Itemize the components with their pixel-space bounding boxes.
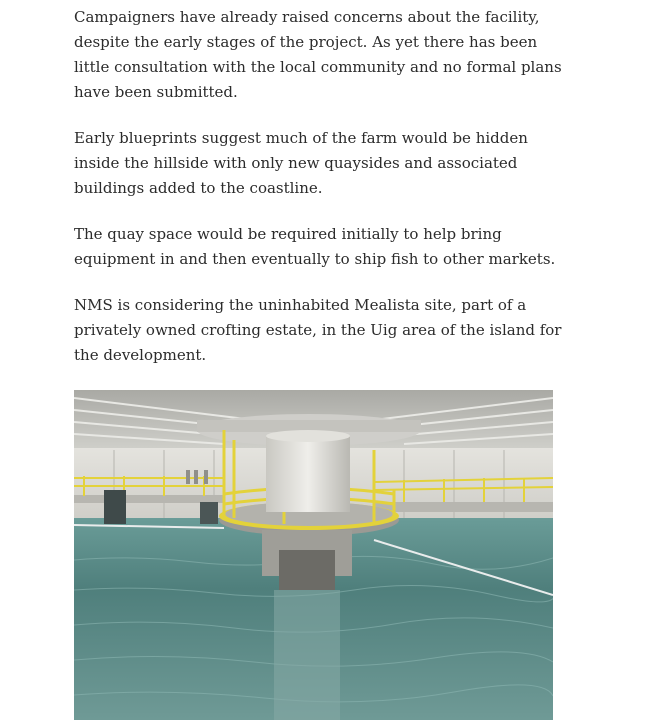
article-paragraph: The quay space would be required initially to help bring equipment in and then eventually to ship fish to other markets. xyxy=(74,225,556,268)
article-paragraph: Campaigners have already raised concerns about the facility, despite the early stages of the project. As yet there has been little consultation with the local community and no formal plans have been submitted. xyxy=(74,8,562,101)
fish-farm-illustration xyxy=(74,390,553,720)
right-walkway xyxy=(374,502,553,512)
article-body xyxy=(74,5,564,389)
central-pillar xyxy=(266,436,350,512)
pillar-reflection xyxy=(274,590,340,720)
article-paragraph: NMS is considering the uninhabited Mealista site, part of a privately owned crofting estate, in the Uig area of the island for the development. xyxy=(74,296,562,364)
machinery xyxy=(104,490,126,524)
left-walkway xyxy=(74,495,224,503)
people-figures xyxy=(186,470,208,484)
article-paragraph: Early blueprints suggest much of the farm would be hidden inside the hillside with only new quaysides and associated buildings added to the coastline. xyxy=(74,129,528,197)
fish-farm-rendering-image xyxy=(74,390,553,720)
